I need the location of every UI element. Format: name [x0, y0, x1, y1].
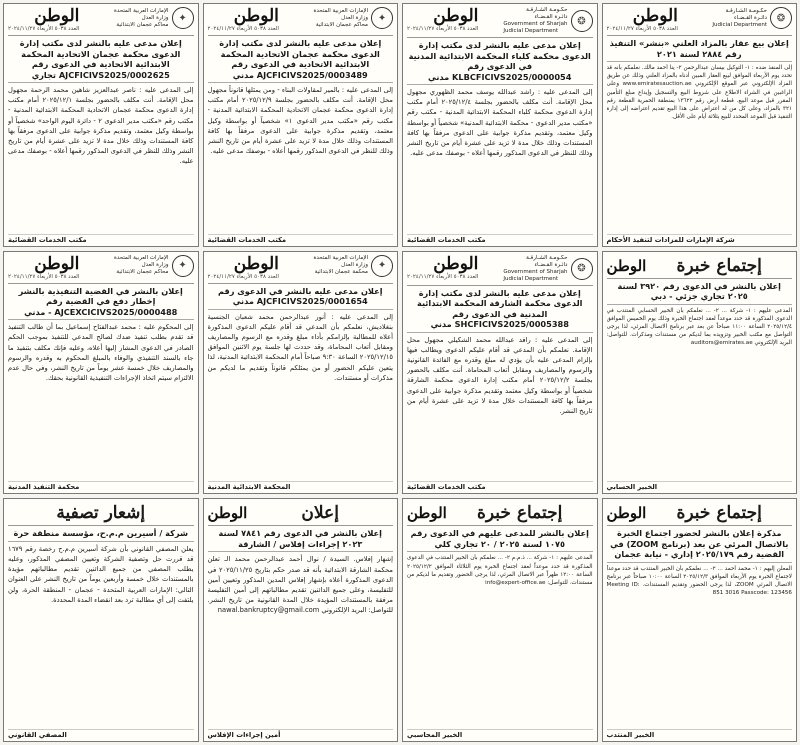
masthead	[8, 255, 194, 284]
uae-emblem-icon: ✦	[371, 7, 393, 29]
notice-body	[407, 87, 593, 233]
notice-kalba-case-0054	[402, 3, 598, 247]
notice-heading: إعلان مدعى عليه بالنشر لدى مكتب إدارة الدعوى محكمة عجمان الاتحادية المحكمة الابتدائية الاتحادية في الدعوى رقم AJCFICIVS2025/0003489 مدني	[208, 36, 394, 83]
newspaper-name: الوطن	[233, 6, 279, 26]
notice-heading: إعلان مدعى عليه بالنشر في الدعوى رقم AJCFICIVS2025/0001654 مدني	[208, 284, 394, 310]
sharjah-emblem-icon: ❂	[571, 258, 593, 280]
notice-heading: إعلان مدعى عليه بالنشر لدى مكتب إدارة الدعوى محكمة عجمان الاتحادية المحكمة الابتدائية الاتحادية في الدعوى رقم AJCFICIVS2025/0002625 تجاري	[8, 36, 194, 83]
newspaper-name: الوطن	[34, 253, 80, 274]
issue-line: العدد ٥٠٣٨ الأربعاء ٢٠٢٤/١١/٢٧	[606, 26, 678, 32]
newspaper-name: الوطن	[606, 256, 647, 275]
notice-signoff: الخبير الحسابي	[607, 481, 793, 491]
government-name-ar: حكـومـة الشـارقـة دائـرة القـضـاء	[526, 254, 568, 268]
government-block	[503, 255, 592, 283]
notice-body	[407, 554, 593, 728]
notice-auction-2884	[602, 3, 798, 247]
notice-body	[607, 307, 793, 481]
government-name	[503, 255, 567, 283]
issue-line: العدد ٥٠٣٨ الأربعاء ٢٠٢٤/١١/٢٧	[407, 26, 479, 32]
sharjah-emblem-icon: ❂	[571, 10, 593, 32]
government-block	[503, 7, 592, 35]
notice-signoff: مكتب الخدمات القضائية	[407, 234, 593, 244]
notice-title: إجتماع خبرة	[676, 503, 762, 524]
notice-text: المدعى عليهم : ١- شركة ... ذ.م.م ٢- ... نعلمكم بأن الخبير المنتدب في الدعوى المذكورة قد حدد موعداً لعقد اجتماع الخبرة يوم الثلاثاء الموافق ٢٠٢٥/١٢/٢ الساعة ١٢:٠٠ ظهراً عبر الاتصال المرئي، لذا يرجى الحضور وتقديم ما لديكم من مستندات. للتواصل: info@expert-office.ae	[407, 555, 593, 586]
government-name	[503, 7, 567, 35]
department-name-en: Judicial Department	[503, 28, 559, 34]
notice-bankruptcy-7841	[203, 498, 399, 742]
notice-signoff: مكتب الخدمات القضائية	[407, 481, 593, 491]
title-row	[407, 502, 593, 526]
notice-heading: مذكرة إعلان بالنشر لحضور اجتماع الخبرة بالاتصال المرئي عن بعد (برنامج ZOOM) في القضية رقم ٢٠٢٥/١٧٩ إداري - نيابة عجمان	[607, 526, 793, 563]
notice-heading: إعلان بالنشر في الدعوى رقم ٣٩٢٠ لسنة ٢٠٢٥ تجاري جزئي - دبي	[607, 279, 793, 305]
issue-line: العدد ٥٠٣٨ الأربعاء ٢٠٢٤/١١/٢٧	[8, 273, 80, 280]
notice-body	[607, 565, 793, 728]
notice-body	[407, 335, 593, 481]
masthead	[208, 7, 394, 36]
notice-text: إلى المدعى عليه : رافد عبدالله محمد الشكيلي مجهول محل الإقامة. نعلمكم بأن المدعي قد أقام عليكم الدعوى ويطالب فيها بإلزام المدعى عليه بأن يؤدي له مبلغ وقدره مع الفائدة القانونية والرسوم والمصاريف ومقابل أتعاب المحاماة. أنت مكلف بالحضور بجلسة ٢٠٢٥/١٢/٢ أمام مكتب إدارة الدعوى محكمة الشارقة شخصياً أو بواسطة وكيل معتمد وتقديم مذكرة جوابية على الدعوى مرفقاً بها كافة المستندات خلال مدة لا تزيد على عشرة أيام من تاريخ النشر.	[407, 335, 593, 416]
notice-heading: إعلان بالنشر في القضية التنفيذية بالنشر إخطار دفع في القضية رقم AJCEXCICIVS2025/0000488 - مدني	[8, 284, 194, 321]
title-row	[208, 502, 394, 526]
notice-title: إجتماع خبرة	[676, 255, 762, 276]
notice-ajman-case-3489	[203, 3, 399, 247]
department-name-en: Judicial Department	[503, 275, 559, 282]
notice-signoff: شركة الإمارات للمزادات لتنفيذ الأحكام	[607, 234, 793, 244]
newspaper-name: الوطن	[34, 6, 80, 26]
masthead	[8, 7, 194, 36]
government-block	[712, 7, 792, 29]
newspaper-name: الوطن	[233, 253, 279, 274]
newspaper-name: الوطن	[433, 253, 479, 274]
government-name-en: Government of Sharjah	[503, 21, 568, 27]
issue-line: العدد ٥٠٣٨ الأربعاء ٢٠٢٤/١١/٢٧	[207, 273, 279, 280]
uae-emblem-icon: ✦	[371, 255, 393, 277]
notice-expert-meeting-3920	[602, 251, 798, 495]
newspaper-name: الوطن	[632, 6, 678, 26]
notice-signoff: المصفي القانوني	[8, 729, 194, 739]
notice-body	[8, 544, 194, 728]
masthead	[607, 7, 793, 36]
notice-text: إلى المدعى عليه : بالمير لمقاولات البناء - ومن يمثلها قانوناً مجهول محل الإقامة. أنت مكلف بالحضور بجلسة ٢٠٢٥/١٢/٩ أمام مكتب إدارة الدعوى محكمة عجمان الاتحادية المحكمة الابتدائية المدنية - مكتب رقم «مكتب مدير الدعوى ١» شخصياً أو بواسطة وكيل معتمد، وتقديم مذكرة جوابية على الدعوى مرفقاً بها كافة المستندات وذلك خلال مدة لا تزيد على عشرة أيام من تاريخ النشر وذلك للنظر في الدعوى المذكور رقمها أعلاه - بوصفك مدعى عليه.	[207, 86, 393, 156]
newspaper-name: الوطن	[207, 504, 248, 523]
sharjah-emblem-icon: ❂	[770, 7, 792, 29]
notice-sharjah-case-5388	[402, 251, 598, 495]
notice-ajman-case-2625	[3, 3, 199, 247]
notice-liquidation	[3, 498, 199, 742]
government-block	[313, 255, 393, 277]
notice-text: إلى المحكوم عليه : محمد عبدالفتاح إسماعيل بما أن طالب التنفيذ قد تقدم بطلب تنفيذ ضدك لصالح المدعي للتنفيذ بموجب الحكم الصادر في الدعوى المشار إليها أعلاه، وعليه فإنك مكلف بتنفيذ ما جاء بالسند التنفيذي والوفاء بالمبلغ المحكوم به وقدره والرسوم والمصاريف خلال خمسة عشر يوماً من تاريخ النشر، وفي حال عدم الالتزام سيتم اتخاذ الإجراءات التنفيذية القانونية بحقك.	[8, 323, 194, 383]
government-name: الإمارات العربية المتحدة وزارة العدل محكمة عجمان الابتدائية	[313, 255, 368, 276]
notice-signoff: المحكمة الابتدائية المدنية	[208, 481, 394, 491]
government-name	[712, 8, 767, 29]
notice-text: إشهار إفلاس. السيدة / نوال أحمد عبدالرحمن محمد الـ تعلن محكمة الشارقة الابتدائية بأنه قد صدر حكم بتاريخ ٢٠٢٥/١١/٢٥ في الدعوى المذكورة أعلاه بإشهار إفلاس المدين المذكور وتعيين أمين للتفليسة، وعلى جميع الدائنين تقديم مطالباتهم إلى أمين التفليسة مرفقة بالمستندات المؤيدة خلال المدة القانونية من تاريخ النشر. للتواصل: البريد الإلكتروني nawal.bankruptcy@gmail.com	[207, 555, 393, 615]
notice-heading: إعلان مدعى عليه بالنشر لدى مكتب إدارة الدعوى محكمة الشارقة المحكمة الابتدائية المدنية في الدعوى رقم SHCFICIVS2025/0005388 مدني	[407, 286, 593, 333]
notice-text: المعلن إليهم : ١- محمد أحمد ... ٢- ... نعلمكم بأن الخبير المنتدب قد حدد موعداً لاجتماع الخبرة يوم الأربعاء الموافق ٢٠٢٥/١٢/٣ الساعة ١٠:٠٠ صباحاً عبر برنامج الاتصال المرئي ZOOM، لذا يرجى الحضور وتقديم المستندات. Meeting ID: 851 3016 Passcode: 123456	[606, 565, 792, 597]
government-block	[313, 7, 393, 29]
notice-body	[607, 64, 793, 233]
notice-title: إشعار تصفية	[8, 502, 194, 526]
government-name-ar: حكـومـة الشـارقـة دائـرة القـضـاء	[725, 7, 767, 21]
notice-title: إجتماع خبرة	[476, 503, 563, 524]
notice-text: يعلن المصفي القانوني بأن شركة أسيرين م.م.ح رخصة رقم ١٦٧٩ قد قررت حل وتصفية الشركة وتعيين المصفي المذكور، وعليه يطلب المصفي من جميع الدائنين تقديم مطالباتهم مؤيدة بالمستندات خلال خمسة وأربعين يوماً من تاريخ النشر على العنوان التالي: الإمارات العربية المتحدة - عجمان - المنطقة الحرة، ولن يلتفت إلى أي مطالبة ترد بعد انقضاء المدة المحددة.	[8, 544, 194, 604]
notice-signoff: محكمة التنفيذ المدنية	[8, 481, 194, 491]
masthead	[407, 255, 593, 286]
title-row	[607, 255, 793, 279]
government-name: الإمارات العربية المتحدة وزارة العدل محاكم عجمان الابتدائية	[113, 7, 169, 28]
notice-body	[208, 85, 394, 233]
notice-expert-meeting-179	[602, 498, 798, 742]
notice-heading: إعلان بالنشر للمدعى عليهم في الدعوى رقم ١٠٧٥ لسنة ٢٠٢٥ / ٢٠ تجاري كلي	[407, 526, 593, 552]
uae-emblem-icon: ✦	[172, 255, 194, 277]
notice-body	[208, 554, 394, 728]
newspaper-name: الوطن	[606, 504, 647, 523]
newspaper-name: الوطن	[407, 504, 447, 523]
notice-text: المدعى عليهم : ١- شركة ... ٢- ... نعلمكم بأن الخبير الحسابي المنتدب في الدعوى المذكورة قد حدد موعداً لعقد اجتماع الخبرة وذلك يوم الخميس الموافق ٢٠٢٥/١٢/٤ الساعة ١١:٠٠ صباحاً عن بعد عبر برنامج الاتصال المرئي، لذا يرجى التواصل مع مكتب الخبير وتزويده بما لديكم من مستندات ومذكرات. للتواصل: البريد الإلكتروني auditors@emirates.ae	[606, 307, 792, 347]
masthead	[407, 7, 593, 38]
government-name: الإمارات العربية المتحدة وزارة العدل محاكم عجمان الابتدائية	[113, 255, 169, 276]
notice-heading: إعلان مدعى عليه بالنشر لدى مكتب إدارة الدعوى محكمة كلباء المحكمة الابتدائية المدنية في الدعوى رقم KLBCFICIVS2025/0000054 مدني	[407, 38, 593, 85]
notice-body	[8, 322, 194, 480]
notice-text: إلى المدعى عليه : راشد عبدالله يوسف محمد الظهوري مجهول محل الإقامة. أنت مكلف بالحضور بجلسة ٢٠٢٥/١٢/٤ أمام مكتب إدارة الدعوى محكمة كلباء المحكمة الابتدائية المدنية - مكتب رقم «مكتب مدير الدعوى - محكمة الابتدائية المدنية» شخصياً أو بواسطة وكيل معتمد، وتقديم مذكرة جوابية على الدعوى مرفقاً بها كافة المستندات وذلك خلال مدة لا تزيد على عشرة أيام من تاريخ النشر وذلك للنظر في الدعوى المذكور رقمها أعلاه - بوصفك مدعى عليه.	[407, 88, 593, 158]
government-block	[114, 255, 194, 277]
notice-heading: شركة / أسيرين م.م.ح، مؤسسة منطقة حرة	[8, 526, 194, 542]
government-block	[114, 7, 194, 29]
notice-ajman-case-1654	[203, 251, 399, 495]
notice-signoff: أمين إجراءات الإفلاس	[208, 729, 394, 739]
notice-execution-0488	[3, 251, 199, 495]
government-name-en: Government of Sharjah	[503, 268, 568, 275]
notice-body	[208, 312, 394, 481]
notice-body	[8, 85, 194, 233]
notice-title: إعلان	[301, 503, 339, 524]
government-name-ar: حكـومـة الشـارقـة دائـرة القـضـاء	[526, 7, 568, 20]
title-row	[607, 502, 793, 526]
notice-expert-meeting-1075	[402, 498, 598, 742]
notice-signoff: مكتب الخدمات القضائية	[208, 234, 394, 244]
department-name-en: Judicial Department	[712, 21, 767, 28]
notice-text: إلى المدعى عليه : أنور عبدالرحمن محمد شعبان الجنسية بنغلاديش، نعلمكم بأن المدعي قد أقام عليكم الدعوى المذكورة أعلاه للمطالبة بإلزامكم بأداء مبلغ وقدره مع الرسوم والمصاريف ومقابل أتعاب المحاماة، وقد حددت لها جلسة يوم الاثنين الموافق ٢٠٢٥/١٢/١٥ الساعة ٩:٣٠ صباحاً أمام المحكمة الابتدائية المدنية، لذا يتعين عليكم الحضور أو من يمثلكم قانوناً وتقديم ما لديكم من مذكرات أو مستندات.	[207, 312, 393, 382]
newspaper-name: الوطن	[433, 6, 479, 26]
notice-signoff: الخبير المحاسبي	[407, 729, 593, 739]
notice-heading: إعلان بيع عقار بالمزاد العلني «بنشر» التنفيذ رقم ٢٨٨٤ لسنة ٢٠٢١	[607, 36, 793, 62]
issue-line: العدد ٥٠٣٨ الأربعاء ٢٠٢٤/١١/٢٧	[407, 273, 479, 280]
issue-line: العدد ٥٠٣٨ الأربعاء ٢٠٢٤/١١/٢٧	[8, 26, 80, 32]
notice-text: إلى المدعى عليه : ناصر عبدالعزيز شاهين محمد الرحمة مجهول محل الإقامة. أنت مكلف بالحضور بجلسة ٢٠٢٥/١٢/١ أمام مكتب إدارة الدعوى محكمة عجمان الاتحادية المحكمة الابتدائية المدنية - مكتب رقم «مكتب مدير الدعوى ٢ - دائرة اليوم الواحد» شخصياً أو بواسطة وكيل معتمد، وتقديم مذكرة جوابية على الدعوى مرفقاً بها كافة المستندات وذلك خلال مدة لا تزيد على عشرة أيام من تاريخ النشر وذلك للنظر في الدعوى المذكور رقمها أعلاه - بوصفك مدعى عليه.	[8, 86, 194, 166]
notice-signoff: مكتب الخدمات القضائية	[8, 234, 194, 244]
notice-text: إلى المنفذ ضده : ١- التوكيل بيسان عبدالرحمن ٢- ينا أحمد مالك. نعلمكم بأنه قد تحدد يوم الأربعاء الموافق لبيع العقار المبين أدناه بالمزاد العلني وذلك عن طريق المزاد الإلكتروني عبر الموقع الإلكتروني www.emiratesauction.ae وعلى الراغبين في الشراء الاطلاع على شروط البيع والتسجيل وإيداع مبلغ التأمين المقرر قبل موعد البيع. قطعة أرض رقم ١٣٦٢٢ بمنطقة الحمرية القطعة رقم ٣٢١ بالمزاد، وعلى كل من له اعتراض على هذا البيع تقديم اعتراضه إلى إدارة التنفيذ قبل الموعد المحدد للبيع بثلاثة أيام على الأقل.	[606, 65, 792, 121]
uae-emblem-icon: ✦	[172, 7, 194, 29]
government-name: الإمارات العربية المتحدة وزارة العدل محاكم عجمان الابتدائية	[313, 7, 368, 28]
masthead	[208, 255, 394, 284]
notice-signoff: الخبير المنتدب	[607, 729, 793, 739]
issue-line: العدد ٥٠٣٨ الأربعاء ٢٠٢٤/١١/٢٧	[207, 26, 279, 32]
notice-heading: إعلان بالنشر في الدعوى رقم ٧٨٤١ لسنة ٢٠٢٣ إجراءات إفلاس / الشارقة	[208, 526, 394, 552]
